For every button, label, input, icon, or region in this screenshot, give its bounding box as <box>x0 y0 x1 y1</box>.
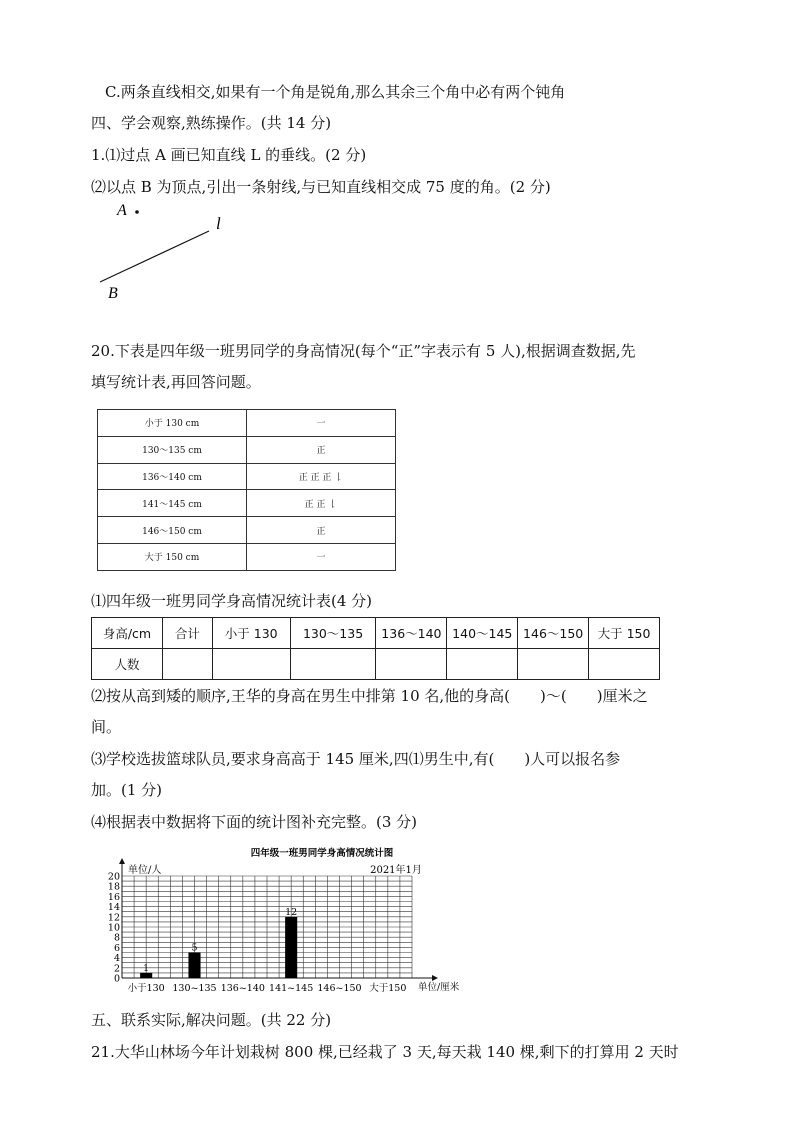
y-tick-label: 4 <box>113 953 120 965</box>
y-tick-label: 2 <box>113 963 120 975</box>
q21-line1: 21.大华山林场今年计划栽树 800 棵,已经栽了 3 天,每天栽 140 棵,剩下的打算用 2 天时 <box>91 1043 679 1061</box>
x-tick-label: 小于130 <box>127 983 165 994</box>
table-row <box>92 649 660 680</box>
bar-value-label: 12 <box>285 906 298 918</box>
table-row <box>98 410 396 437</box>
part2-line2: 间。 <box>91 718 122 736</box>
x-tick-label: 146~150 <box>317 983 362 994</box>
line-l-label: l <box>216 214 221 233</box>
bar-value-label: 1 <box>143 962 150 974</box>
y-tick-label: 12 <box>107 912 120 924</box>
y-tick-label: 0 <box>113 973 120 985</box>
table-row <box>98 490 396 517</box>
header-cell: 身高/cm <box>92 618 163 649</box>
table-row <box>98 463 396 490</box>
answer-cell[interactable] <box>447 649 518 680</box>
geometry-figure <box>95 198 245 302</box>
stat-table <box>91 617 660 680</box>
answer-cell[interactable] <box>376 649 447 680</box>
section-5-heading: 五、联系实际,解决问题。(共 22 分) <box>91 1011 332 1029</box>
tally-mark: 正 正 𠄌 <box>247 490 396 517</box>
header-cell: 小于 130 <box>212 618 290 649</box>
point-a <box>135 210 139 214</box>
x-tick-label: 大于150 <box>369 983 407 994</box>
bar <box>188 953 200 979</box>
tally-mark: 正 正 正 𠄌 <box>247 463 396 490</box>
table-row <box>98 543 396 570</box>
tally-range: 大于 150 cm <box>98 543 247 570</box>
tally-mark: 一 <box>247 543 396 570</box>
part1-title: ⑴四年级一班男同学身高情况统计表(4 分) <box>91 592 373 610</box>
chart-grid <box>119 858 438 981</box>
bar-value-label: 5 <box>191 942 198 954</box>
point-a-label: A <box>117 202 127 219</box>
y-tick-label: 10 <box>107 922 120 934</box>
tally-range: 141～145 cm <box>98 490 247 517</box>
answer-cell[interactable] <box>162 649 212 680</box>
y-tick-label: 6 <box>113 942 120 954</box>
answer-cell[interactable] <box>290 649 376 680</box>
q20-line2: 填写统计表,再回答问题。 <box>91 373 261 391</box>
bar-chart <box>100 842 480 998</box>
header-cell: 130～135 <box>290 618 376 649</box>
answer-cell[interactable] <box>212 649 290 680</box>
chart-date: 2021年1月 <box>370 865 422 876</box>
line-l <box>100 231 209 282</box>
option-c: C.两条直线相交,如果有一个角是锐角,那么其余三个角中必有两个钝角 <box>105 83 566 101</box>
y-tick-label: 20 <box>107 871 120 883</box>
q20-line1: 20.下表是四年级一班男同学的身高情况(每个“正”字表示有 5 人),根据调查数据,先 <box>91 342 636 360</box>
chart-title: 四年级一班男同学身高情况统计图 <box>250 848 394 859</box>
tally-range: 小于 130 cm <box>98 410 247 437</box>
tally-mark: 一 <box>247 410 396 437</box>
x-tick-label: 130~135 <box>172 983 217 994</box>
x-axis-arrow <box>432 975 438 981</box>
y-tick-label: 14 <box>107 902 120 914</box>
part3-line1: ⑶学校选拔篮球队员,要求身高高于 145 厘米,四⑴男生中,有( )人可以报名参 <box>91 750 621 768</box>
answer-cell[interactable] <box>589 649 660 680</box>
header-cell: 136～140 <box>376 618 447 649</box>
header-cell: 合计 <box>162 618 212 649</box>
x-axis-label: 单位/厘米 <box>418 982 460 993</box>
header-cell: 146～150 <box>518 618 589 649</box>
table-row <box>92 618 660 649</box>
y-tick-label: 18 <box>107 881 120 893</box>
row-label: 人数 <box>92 649 163 680</box>
y-tick-label: 8 <box>113 932 120 944</box>
tally-range: 130～135 cm <box>98 436 247 463</box>
header-cell: 大于 150 <box>589 618 660 649</box>
table-row <box>98 436 396 463</box>
section-4-heading: 四、学会观察,熟练操作。(共 14 分) <box>91 114 332 132</box>
chart-ticks <box>108 872 406 995</box>
answer-cell[interactable] <box>518 649 589 680</box>
part2-line1: ⑵按从高到矮的顺序,王华的身高在男生中排第 10 名,他的身高( )～( )厘米之 <box>91 687 648 705</box>
tally-range: 146～150 cm <box>98 517 247 544</box>
y-axis-arrow <box>119 858 125 864</box>
tally-range: 136～140 cm <box>98 463 247 490</box>
part3-line2: 加。(1 分) <box>91 781 163 799</box>
y-axis-label: 单位/人 <box>128 865 162 876</box>
y-tick-label: 16 <box>107 891 120 903</box>
tally-mark: 正 <box>247 436 396 463</box>
tally-table <box>97 409 396 571</box>
part4: ⑷根据表中数据将下面的统计图补充完整。(3 分) <box>91 813 418 831</box>
tally-mark: 正 <box>247 517 396 544</box>
header-cell: 140～145 <box>447 618 518 649</box>
x-tick-label: 141~145 <box>269 983 314 994</box>
table-row <box>98 517 396 544</box>
q1-part2: ⑵以点 B 为顶点,引出一条射线,与已知直线相交成 75 度的角。(2 分) <box>91 178 551 196</box>
point-b-label: B <box>108 285 118 302</box>
x-tick-label: 136~140 <box>220 983 265 994</box>
q1-part1: 1.⑴过点 A 画已知直线 L 的垂线。(2 分) <box>91 146 367 164</box>
bar <box>285 917 297 978</box>
